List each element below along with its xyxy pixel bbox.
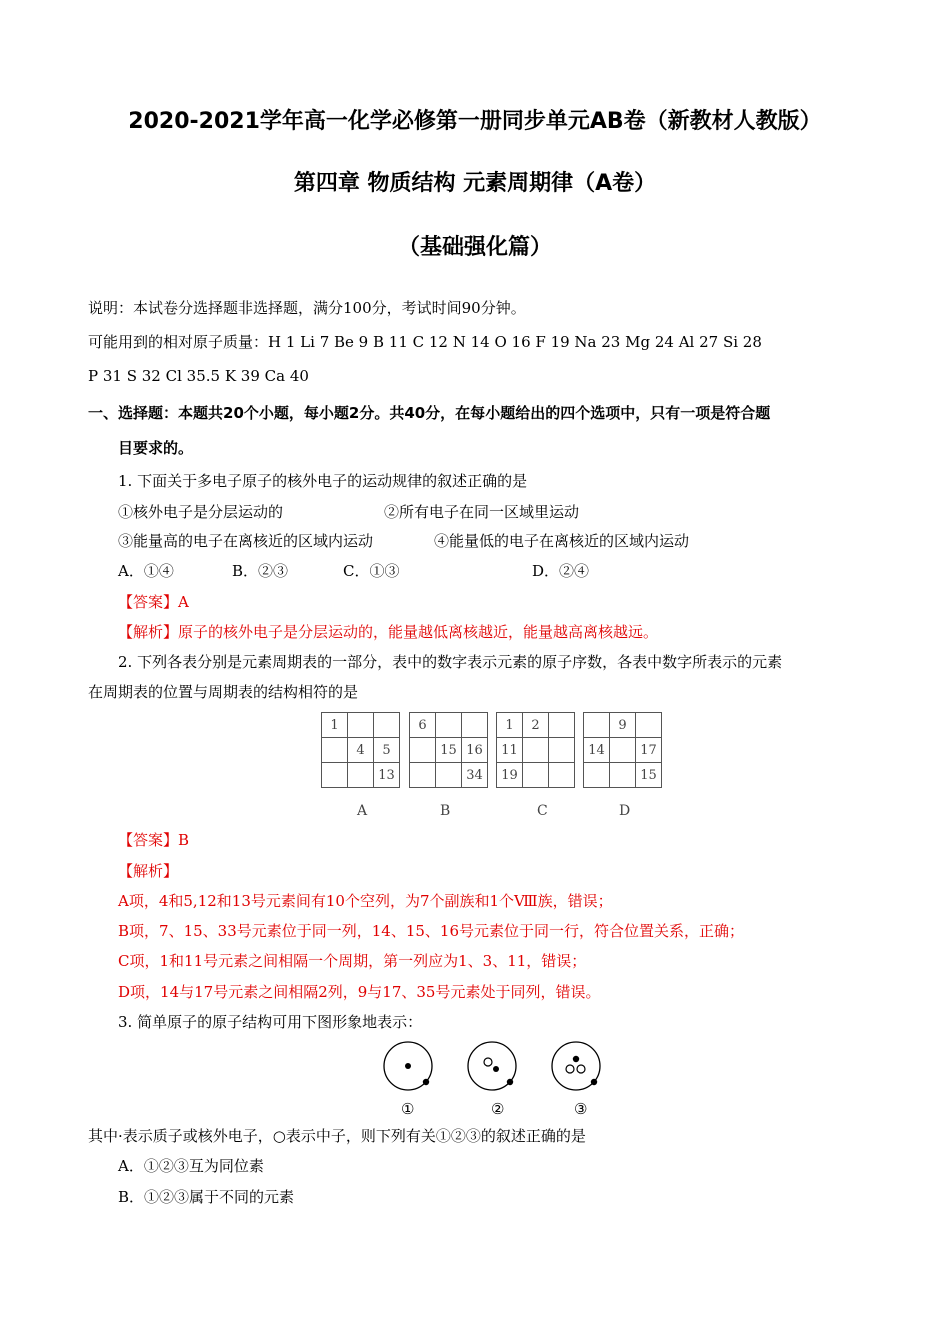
periodic-table-fragment-a (321, 712, 400, 788)
table-cell: 15 (436, 738, 462, 763)
table-cell (374, 713, 400, 738)
q1-statement-2: ②所有电子在同一区域里运动 (384, 503, 580, 521)
periodic-table-fragment-d (583, 712, 662, 788)
table-cell: 17 (636, 738, 662, 763)
table-cell (322, 738, 348, 763)
table-cell: 1 (322, 713, 348, 738)
table-cell: 5 (374, 738, 400, 763)
table-cell: 15 (636, 763, 662, 788)
q1-analysis-text: 原子的核外电子是分层运动的，能量越低离核越近，能量越高离核越远。 (178, 623, 659, 641)
atomic-masses-line2: P 31 S 32 Cl 35.5 K 39 Ca 40 (88, 367, 309, 385)
q1-option-a: A．①④ (118, 562, 174, 580)
main-title: 2020-2021学年高一化学必修第一册同步单元AB卷（新教材人教版） (128, 109, 822, 134)
table-cell (523, 738, 549, 763)
section-heading-line2: 目要求的。 (118, 439, 194, 457)
table-label-c: C (537, 803, 548, 819)
table-label-b: B (440, 803, 451, 819)
table-cell (584, 713, 610, 738)
table-cell (322, 763, 348, 788)
q1-option-d: D．②④ (532, 562, 590, 580)
q2-analysis-b: B项，7、15、33号元素位于同一列，14、15、16号元素位于同一行，符合位置关系，正确； (118, 922, 745, 940)
q1-option-c: C．①③ (343, 562, 400, 580)
table-cell: 9 (610, 713, 636, 738)
q2-stem-line1: 2. 下列各表分别是元素周期表的一部分，表中的数字表示元素的原子序数，各表中数字所表示的元素 (118, 653, 783, 671)
q1-stem: 1. 下面关于多电子原子的核外电子的运动规律的叙述正确的是 (118, 472, 528, 490)
table-cell (462, 713, 488, 738)
table-cell: 19 (497, 763, 523, 788)
table-cell (636, 713, 662, 738)
atom-label-1: ① (401, 1100, 415, 1118)
table-cell (584, 763, 610, 788)
table-cell (410, 763, 436, 788)
subtitle: （基础强化篇） (397, 235, 552, 260)
q2-analysis-d: D项，14与17号元素之间相隔2列，9与17、35号元素处于同列，错误。 (118, 983, 601, 1001)
section-heading-line1: 一、选择题：本题共20个小题，每小题2分。共40分，在每小题给出的四个选项中，只有一项是符合题 (88, 404, 771, 422)
q2-stem-line2: 在周期表的位置与周期表的结构相符的是 (88, 683, 359, 701)
q2-analysis-tag: 【解析】 (118, 862, 179, 880)
periodic-table-fragment-c (496, 712, 575, 788)
table-cell (610, 738, 636, 763)
table-cell (549, 713, 575, 738)
table-cell: 34 (462, 763, 488, 788)
atom-1-diagram (384, 1042, 432, 1090)
q1-option-b: B．②③ (232, 562, 289, 580)
q1-answer: 【答案】A (118, 593, 189, 611)
q3-stem: 3. 简单原子的原子结构可用下图形象地表示： (118, 1013, 423, 1031)
table-cell (410, 738, 436, 763)
q3-option-a: A．①②③互为同位素 (118, 1157, 264, 1175)
q2-answer: 【答案】B (118, 831, 190, 849)
atom-structure-diagrams (370, 1036, 620, 1096)
atom-label-2: ② (491, 1100, 505, 1118)
table-cell (436, 713, 462, 738)
q1-statement-1: ①核外电子是分层运动的 (118, 503, 284, 521)
table-cell (348, 713, 374, 738)
periodic-table-fragment-b (409, 712, 488, 788)
table-cell: 6 (410, 713, 436, 738)
table-cell (610, 763, 636, 788)
table-cell: 16 (462, 738, 488, 763)
table-label-d: D (619, 803, 631, 819)
table-cell: 1 (497, 713, 523, 738)
q1-statement-4: ④能量低的电子在离核近的区域内运动 (434, 532, 690, 550)
table-cell: 11 (497, 738, 523, 763)
q1-analysis (118, 622, 658, 642)
table-cell (523, 763, 549, 788)
table-cell: 14 (584, 738, 610, 763)
chapter-title: 第四章 物质结构 元素周期律（A卷） (293, 171, 657, 196)
table-cell (436, 763, 462, 788)
table-cell: 2 (523, 713, 549, 738)
table-cell (348, 763, 374, 788)
atomic-masses-line1: 可能用到的相对原子质量：H 1 Li 7 Be 9 B 11 C 12 N 14 O 16 F 19 Na 23 Mg 24 Al 27 Si 28 (88, 333, 762, 351)
table-cell (549, 763, 575, 788)
q2-analysis-c: C项，1和11号元素之间相隔一个周期，第一列应为1、3、11，错误； (118, 952, 587, 970)
table-cell: 13 (374, 763, 400, 788)
q3-option-b: B．①②③属于不同的元素 (118, 1188, 295, 1206)
table-cell: 4 (348, 738, 374, 763)
q1-statement-3: ③能量高的电子在离核近的区域内运动 (118, 532, 374, 550)
atom-label-3: ③ (574, 1100, 588, 1118)
q2-analysis-a: A项，4和5,12和13号元素间有10个空列，为7个副族和1个Ⅷ族，错误； (118, 892, 613, 910)
q3-description: 其中·表示质子或核外电子，○表示中子，则下列有关①②③的叙述正确的是 (88, 1127, 586, 1145)
atom-3-diagram (552, 1042, 600, 1090)
exam-note: 说明：本试卷分选择题非选择题，满分100分，考试时间90分钟。 (88, 299, 526, 317)
atom-2-diagram (468, 1042, 516, 1090)
q1-analysis-tag: 【解析】 (118, 623, 179, 641)
table-label-a: A (357, 803, 368, 819)
table-cell (549, 738, 575, 763)
